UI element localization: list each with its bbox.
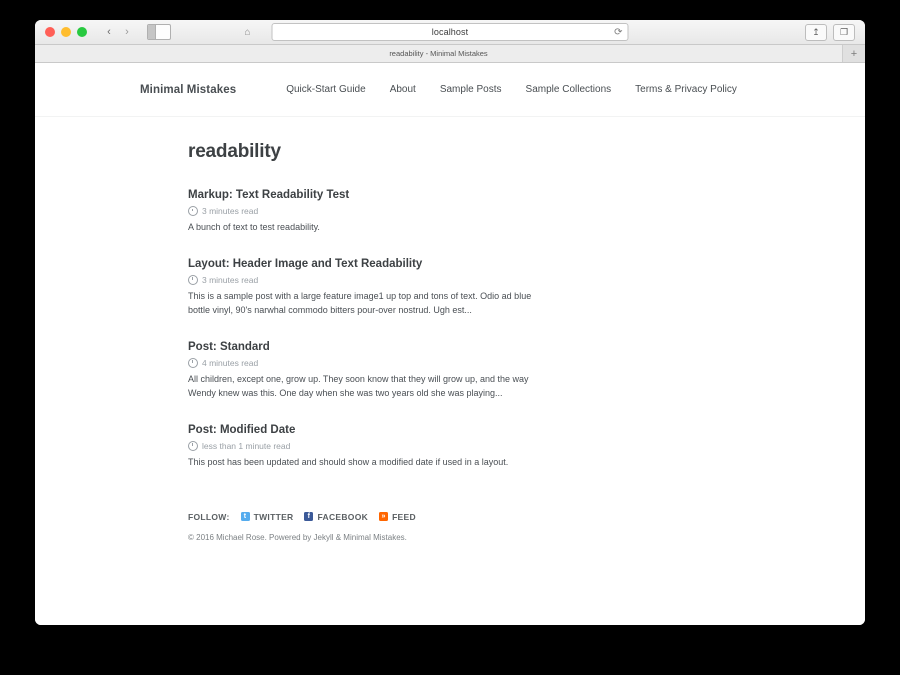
- page-viewport: [35, 63, 865, 625]
- address-bar[interactable]: [244, 23, 629, 41]
- nav-link-quick-start-guide[interactable]: Quick-Start Guide: [286, 84, 366, 95]
- reload-icon[interactable]: ⟳: [614, 26, 623, 38]
- read-time: 3 minutes read: [202, 206, 259, 216]
- window-controls: [45, 27, 87, 37]
- nav-link-about[interactable]: About: [389, 84, 416, 95]
- share-icon[interactable]: ↥: [805, 24, 827, 41]
- archive-content: [70, 117, 830, 542]
- follow-row: [188, 512, 760, 522]
- browser-toolbar: [35, 20, 865, 45]
- clock-icon: [188, 206, 198, 216]
- post-title[interactable]: Layout: Header Image and Text Readability: [188, 257, 423, 270]
- site-footer: [188, 512, 760, 542]
- new-tab-button[interactable]: +: [843, 45, 865, 62]
- follow-label: FOLLOW:: [188, 511, 230, 522]
- social-link-facebook[interactable]: [304, 512, 368, 522]
- back-icon[interactable]: ‹: [107, 25, 111, 38]
- minimize-window-button[interactable]: [61, 27, 71, 37]
- copyright-text: © 2016 Michael Rose. Powered by Jekyll & Minimal Mistakes.: [188, 532, 407, 542]
- social-label: FEED: [392, 511, 416, 522]
- page-title: readability: [188, 141, 281, 162]
- list-item: [188, 341, 760, 401]
- social-link-feed[interactable]: [379, 512, 416, 522]
- read-time: less than 1 minute read: [202, 440, 291, 451]
- zoom-window-button[interactable]: [77, 27, 87, 37]
- site-masthead: [35, 63, 865, 117]
- post-title[interactable]: Post: Modified Date: [188, 423, 296, 436]
- nav-link-terms-privacy-policy[interactable]: Terms & Privacy Policy: [635, 84, 737, 95]
- list-item: [188, 258, 760, 318]
- post-title[interactable]: Post: Standard: [188, 340, 270, 353]
- close-window-button[interactable]: [45, 27, 55, 37]
- nav-link-sample-posts[interactable]: Sample Posts: [439, 84, 502, 95]
- social-label: FACEBOOK: [317, 511, 369, 522]
- home-icon[interactable]: ⌂: [244, 26, 251, 38]
- browser-window: [35, 20, 865, 625]
- post-meta: [188, 275, 760, 285]
- post-excerpt: A bunch of text to test readability.: [188, 222, 320, 232]
- site-navigation: [286, 84, 737, 95]
- clock-icon: [188, 441, 198, 451]
- post-excerpt: This is a sample post with a large feature image1 up top and tons of text. Odio ad blue bottle vinyl, 90's narwhal commodo bitters pour-over nostrud. Ugh est...: [188, 290, 532, 315]
- nav-link-sample-collections[interactable]: Sample Collections: [525, 84, 612, 95]
- site-title[interactable]: Minimal Mistakes: [140, 83, 237, 96]
- read-time: 4 minutes read: [202, 357, 259, 368]
- navigation-buttons: [101, 24, 135, 40]
- post-meta: [188, 441, 760, 451]
- list-item: [188, 424, 760, 470]
- rss-feed-icon: »: [379, 512, 388, 521]
- clock-icon: [188, 358, 198, 368]
- social-link-twitter[interactable]: [241, 512, 294, 522]
- facebook-icon: f: [304, 512, 313, 521]
- clock-icon: [188, 275, 198, 285]
- post-title[interactable]: Markup: Text Readability Test: [188, 189, 350, 201]
- post-excerpt: This post has been updated and should show a modified date if used in a layout.: [188, 456, 509, 467]
- toolbar-right-group: [805, 24, 855, 41]
- tab-bar: [35, 45, 865, 63]
- post-excerpt: All children, except one, grow up. They soon know that they will grow up, and the way Wendy knew was this. One day when she was two years old she was playing...: [188, 373, 529, 398]
- post-meta: [188, 206, 760, 216]
- sidebar-toggle-icon[interactable]: [147, 24, 171, 40]
- post-meta: [188, 358, 760, 368]
- read-time: 3 minutes read: [202, 274, 259, 285]
- social-label: TWITTER: [253, 511, 294, 522]
- twitter-icon: t: [241, 512, 250, 521]
- list-item: [188, 189, 760, 235]
- url-text: localhost: [431, 27, 469, 37]
- forward-icon[interactable]: ›: [125, 25, 129, 38]
- show-tabs-icon[interactable]: ❐: [833, 24, 855, 41]
- tab-readability[interactable]: readability - Minimal Mistakes: [35, 45, 843, 62]
